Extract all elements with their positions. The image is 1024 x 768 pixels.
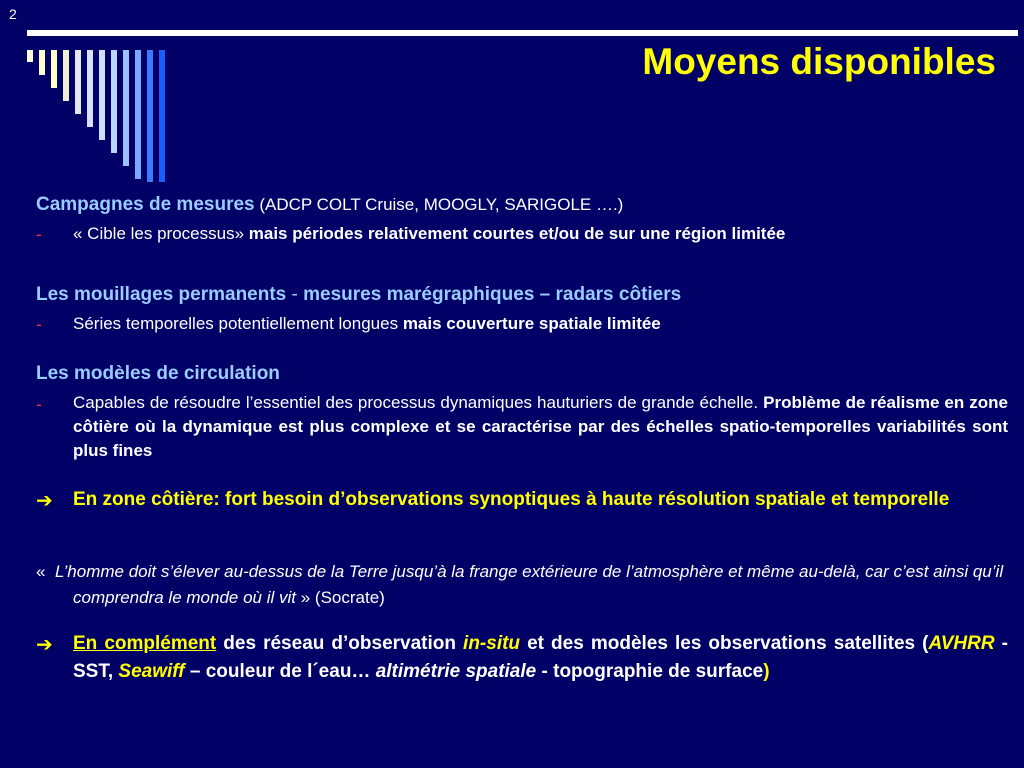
decor-bar [87,50,93,127]
decor-bar [63,50,69,101]
decor-bar [99,50,105,140]
conclusion2-text [73,630,1008,686]
modeles-bullet-plain: Capables de résoudre l’essentiel des processus dynamiques hauturiers de grande échelle. [73,393,759,412]
decor-bar [159,50,165,182]
seawiff-term: Seawiff [118,661,185,682]
arrow-right-icon: ➔ [36,490,53,512]
insitu-term: in-situ [463,633,521,654]
campagnes-bullet-bold: mais périodes relativement courtes et/ou de sur une région limitée [248,224,786,243]
avhrr-term: AVHRR [928,633,995,654]
modeles-bullet [73,391,1008,463]
mouillages-heading: Les mouillages permanents [36,284,287,305]
conclusion2-part3: - SST, [73,633,1008,682]
decor-bar [39,50,45,75]
campagnes-examples: (ADCP COLT Cruise, MOOGLY, SARIGOLE ….) [259,195,624,214]
decor-bar [147,50,153,182]
mouillages-bullet-bold: mais couverture spatiale limitée [402,314,661,333]
conclusion2-part5: - topographie de surface [536,661,764,682]
modeles-bullet-bold: Problème de réalisme en zone côtière où la dynamique est plus complexe et se caractérise par des échelles spatio-temporelles variabilités sont plus fines [73,393,1008,460]
quote-open: « [36,562,46,581]
decor-bar [75,50,81,114]
dash-bullet: - [36,395,42,414]
quote-text: L’homme doit s’élever au-dessus de la Terre jusqu’à la frange extérieure de l’atmosphère et même au-delà, car c’est ainsi qu’il comprendra le monde où il vit [55,562,1004,607]
complement-label: En complément [73,633,217,654]
altimetrie-term: altimétrie spatiale [375,661,537,682]
conclusion1-text: En zone côtière: fort besoin d’observations synoptiques à haute résolution spatiale et temporelle [73,489,950,510]
modeles-heading: Les modèles de circulation [36,363,280,384]
slide-number: 2 [9,6,17,22]
dash-bullet: - [36,315,42,334]
decor-bar [51,50,57,88]
dash-bullet: - [36,225,42,244]
campagnes-bullet [73,221,1008,246]
decor-bar [135,50,141,179]
mouillages-heading-line [36,282,1006,307]
conclusion2-part2: et des modèles les observations satellites ( [520,633,929,654]
campagnes-bullet-plain: « Cible les processus» [73,224,245,243]
socrate-quote [36,559,1008,611]
conclusion2-part4: – couleur de l´eau… [184,661,376,682]
slide-title: Moyens disponibles [642,41,996,82]
quote-close: » (Socrate) [296,588,385,607]
campagnes-heading: Campagnes de mesures [36,194,255,215]
decor-bar [111,50,117,153]
mouillages-heading-rest: mesures marégraphiques – radars côtiers [303,284,682,305]
modeles-heading-line [36,361,1006,386]
decor-bar [27,50,33,62]
arrow-right-icon: ➔ [36,634,53,656]
conclusion2-part1: des réseau d’observation [216,633,464,654]
top-divider-line [27,30,1018,36]
mouillages-bullet-plain: Séries temporelles potentiellement longues [73,314,399,333]
mouillages-heading-sep: - [286,284,304,305]
campagnes-heading-line [36,192,1006,217]
conclusion2-close-paren: ) [763,661,770,682]
mouillages-bullet [73,311,1008,336]
decor-bar [123,50,129,166]
